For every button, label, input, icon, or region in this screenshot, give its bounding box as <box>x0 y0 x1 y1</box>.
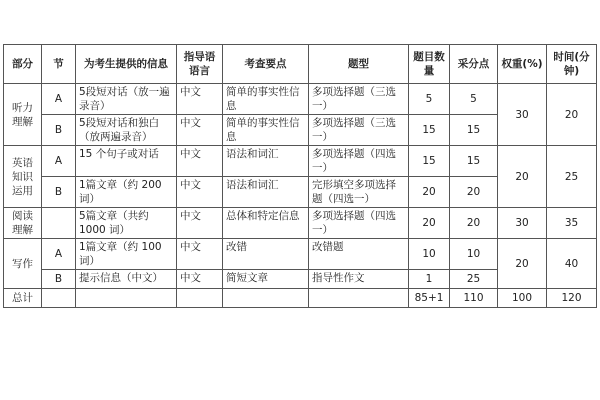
header-row <box>4 45 597 84</box>
time-cell: 35 <box>547 208 597 239</box>
total-count: 85+1 <box>409 289 450 308</box>
focus-cell: 改错 <box>223 239 309 270</box>
count-cell: 20 <box>409 177 450 208</box>
points-cell: 5 <box>450 84 498 115</box>
section-cell <box>42 208 76 239</box>
part-name: 阅读理解 <box>4 208 42 239</box>
empty-cell <box>177 289 223 308</box>
points-cell: 10 <box>450 239 498 270</box>
focus-cell: 语法和词汇 <box>223 177 309 208</box>
info-cell: 1篇文章（约 200 词） <box>76 177 177 208</box>
section-cell: A <box>42 239 76 270</box>
table-row <box>4 146 597 177</box>
total-weight: 100 <box>498 289 547 308</box>
exam-structure-table <box>3 44 597 308</box>
focus-cell: 简短文章 <box>223 270 309 289</box>
info-cell: 1篇文章（约 100 词） <box>76 239 177 270</box>
time-cell: 25 <box>547 146 597 208</box>
empty-cell <box>309 289 409 308</box>
section-cell: A <box>42 146 76 177</box>
count-cell: 5 <box>409 84 450 115</box>
lang-cell: 中文 <box>177 270 223 289</box>
total-time: 120 <box>547 289 597 308</box>
weight-cell: 20 <box>498 239 547 289</box>
type-cell: 指导性作文 <box>309 270 409 289</box>
points-cell: 20 <box>450 177 498 208</box>
section-cell: B <box>42 177 76 208</box>
lang-cell: 中文 <box>177 146 223 177</box>
empty-cell <box>223 289 309 308</box>
type-cell: 改错题 <box>309 239 409 270</box>
lang-cell: 中文 <box>177 115 223 146</box>
table-row <box>4 208 597 239</box>
header-section: 节 <box>42 45 76 84</box>
empty-cell <box>42 289 76 308</box>
weight-cell: 20 <box>498 146 547 208</box>
type-cell: 多项选择题（三选一） <box>309 84 409 115</box>
lang-cell: 中文 <box>177 177 223 208</box>
total-label: 总计 <box>4 289 42 308</box>
type-cell: 多项选择题（四选一） <box>309 208 409 239</box>
info-cell: 5篇文章（共约 1000 词） <box>76 208 177 239</box>
info-cell: 5段短对话（放一遍录音） <box>76 84 177 115</box>
points-cell: 20 <box>450 208 498 239</box>
section-cell: B <box>42 115 76 146</box>
exam-structure-table-wrapper <box>3 44 597 308</box>
header-points: 采分点 <box>450 45 498 84</box>
header-weight: 权重(%) <box>498 45 547 84</box>
total-points: 110 <box>450 289 498 308</box>
lang-cell: 中文 <box>177 239 223 270</box>
points-cell: 15 <box>450 146 498 177</box>
table-row <box>4 239 597 270</box>
count-cell: 20 <box>409 208 450 239</box>
type-cell: 多项选择题（四选一） <box>309 146 409 177</box>
count-cell: 15 <box>409 146 450 177</box>
info-cell: 5段短对话和独白（放两遍录音） <box>76 115 177 146</box>
total-row <box>4 289 597 308</box>
count-cell: 15 <box>409 115 450 146</box>
table-row <box>4 84 597 115</box>
section-cell: A <box>42 84 76 115</box>
count-cell: 10 <box>409 239 450 270</box>
weight-cell: 30 <box>498 84 547 146</box>
points-cell: 25 <box>450 270 498 289</box>
lang-cell: 中文 <box>177 84 223 115</box>
time-cell: 20 <box>547 84 597 146</box>
focus-cell: 简单的事实性信息 <box>223 84 309 115</box>
header-type: 题型 <box>309 45 409 84</box>
empty-cell <box>76 289 177 308</box>
header-focus: 考查要点 <box>223 45 309 84</box>
focus-cell: 简单的事实性信息 <box>223 115 309 146</box>
part-name: 听力理解 <box>4 84 42 146</box>
header-time: 时间(分钟) <box>547 45 597 84</box>
header-part: 部分 <box>4 45 42 84</box>
header-info: 为考生提供的信息 <box>76 45 177 84</box>
lang-cell: 中文 <box>177 208 223 239</box>
part-name: 写作 <box>4 239 42 289</box>
count-cell: 1 <box>409 270 450 289</box>
header-language: 指导语语言 <box>177 45 223 84</box>
focus-cell: 语法和词汇 <box>223 146 309 177</box>
type-cell: 完形填空多项选择题（四选一） <box>309 177 409 208</box>
section-cell: B <box>42 270 76 289</box>
time-cell: 40 <box>547 239 597 289</box>
header-count: 题目数量 <box>409 45 450 84</box>
weight-cell: 30 <box>498 208 547 239</box>
focus-cell: 总体和特定信息 <box>223 208 309 239</box>
part-name: 英语知识运用 <box>4 146 42 208</box>
type-cell: 多项选择题（三选一） <box>309 115 409 146</box>
info-cell: 提示信息（中文） <box>76 270 177 289</box>
info-cell: 15 个句子或对话 <box>76 146 177 177</box>
points-cell: 15 <box>450 115 498 146</box>
